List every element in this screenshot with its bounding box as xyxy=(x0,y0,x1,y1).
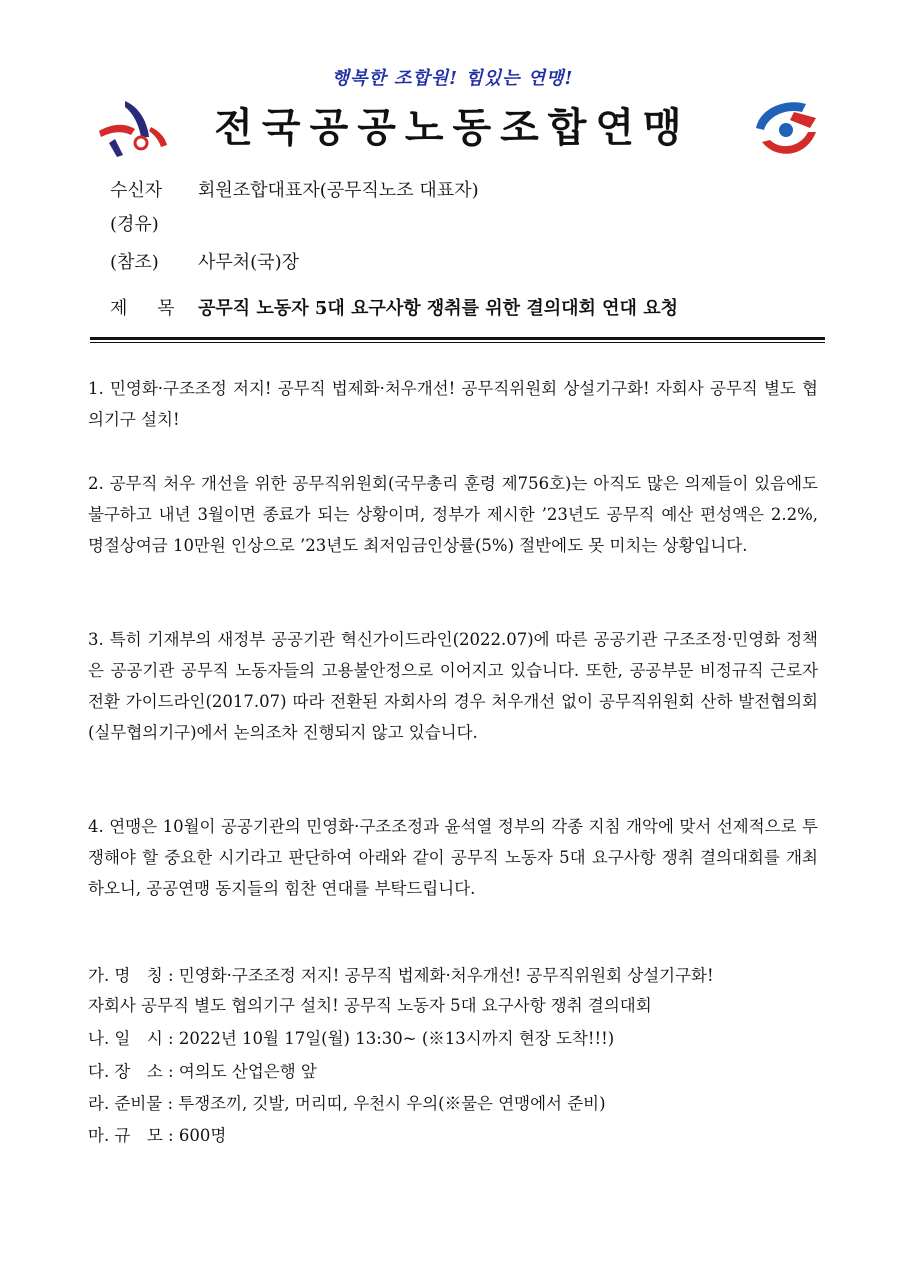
recipient-label: 수신자 xyxy=(110,180,163,201)
subject-row xyxy=(110,296,678,322)
reference-label: (참조) xyxy=(110,252,159,273)
federation-logo-right xyxy=(750,98,822,160)
paragraph-1: 1. 민영화·구조조정 저지! 공무직 법제화·처우개선! 공무직위원회 상설기구화! 자회사 공무직 별도 협의기구 설치! xyxy=(88,379,818,429)
detail-datetime: 나. 일 시 : 2022년 10월 17일(월) 13:30~ (※13시까지 현장 도착!!!) xyxy=(88,1029,615,1048)
subject-value: 공무직 노동자 5대 요구사항 쟁취를 위한 결의대회 연대 요청 xyxy=(198,298,678,319)
reference-row xyxy=(110,250,299,276)
detail-name: 가. 명 칭 : 민영화·구조조정 저지! 공무직 법제화·처우개선! 공무직위원회 상설기구화! xyxy=(88,966,714,985)
org-title: 전국공공노동조합연맹 xyxy=(214,105,691,151)
subject-label: 제 목 xyxy=(110,298,187,319)
reference-value: 사무처(국)장 xyxy=(198,252,299,273)
via-label: (경유) xyxy=(110,214,159,235)
via-row xyxy=(110,212,198,238)
detail-location: 다. 장 소 : 여의도 산업은행 앞 xyxy=(88,1062,317,1081)
detail-supplies: 라. 준비물 : 투쟁조끼, 깃발, 머리띠, 우천시 우의(※물은 연맹에서 준비) xyxy=(88,1094,606,1113)
paragraph-4: 4. 연맹은 10월이 공공기관의 민영화·구조조정과 윤석열 정부의 각종 지침 개악에 맞서 선제적으로 투쟁해야 할 중요한 시기라고 판단하여 아래와 같이 공무직 노동자 5대 요구사항 쟁취 결의대회를 개최하오니, 공공연맹 동지들의 힘찬 연대를 부탁드립니다. xyxy=(88,817,818,898)
recipient-row xyxy=(110,178,479,204)
detail-name-continued: 자회사 공무직 별도 협의기구 설치! 공무직 노동자 5대 요구사항 쟁취 결의대회 xyxy=(88,996,652,1015)
header-divider-thin xyxy=(90,342,825,343)
recipient-value: 회원조합대표자(공무직노조 대표자) xyxy=(198,180,479,201)
header-divider xyxy=(90,337,825,340)
paragraph-2: 2. 공무직 처우 개선을 위한 공무직위원회(국무총리 훈령 제756호)는 아직도 많은 의제들이 있음에도 불구하고 내년 3월이면 종료가 되는 상황이며, 정부가 제시한 ’23년도 공무직 예산 편성액은 2.2%, 명절상여금 10만원 인상으로 ’23년도 최저임금인상률(5%) 절반에도 못 미치는 상황입니다. xyxy=(88,474,818,555)
detail-scale: 마. 규 모 : 600명 xyxy=(88,1126,227,1145)
slogan: 행복한 조합원! 힘있는 연맹! xyxy=(331,68,574,89)
paragraph-3: 3. 특히 기재부의 새정부 공공기관 혁신가이드라인(2022.07)에 따른 공공기관 구조조정·민영화 정책은 공공기관 공무직 노동자들의 고용불안정으로 이어지고 있습니다. 또한, 공공부문 비정규직 근로자 전환 가이드라인(2017.07) 따라 전환된 자회사의 경우 처우개선 없이 공무직위원회 산하 발전협의회(실무협의기구)에서 논의조차 진행되지 않고 있습니다. xyxy=(88,630,818,742)
